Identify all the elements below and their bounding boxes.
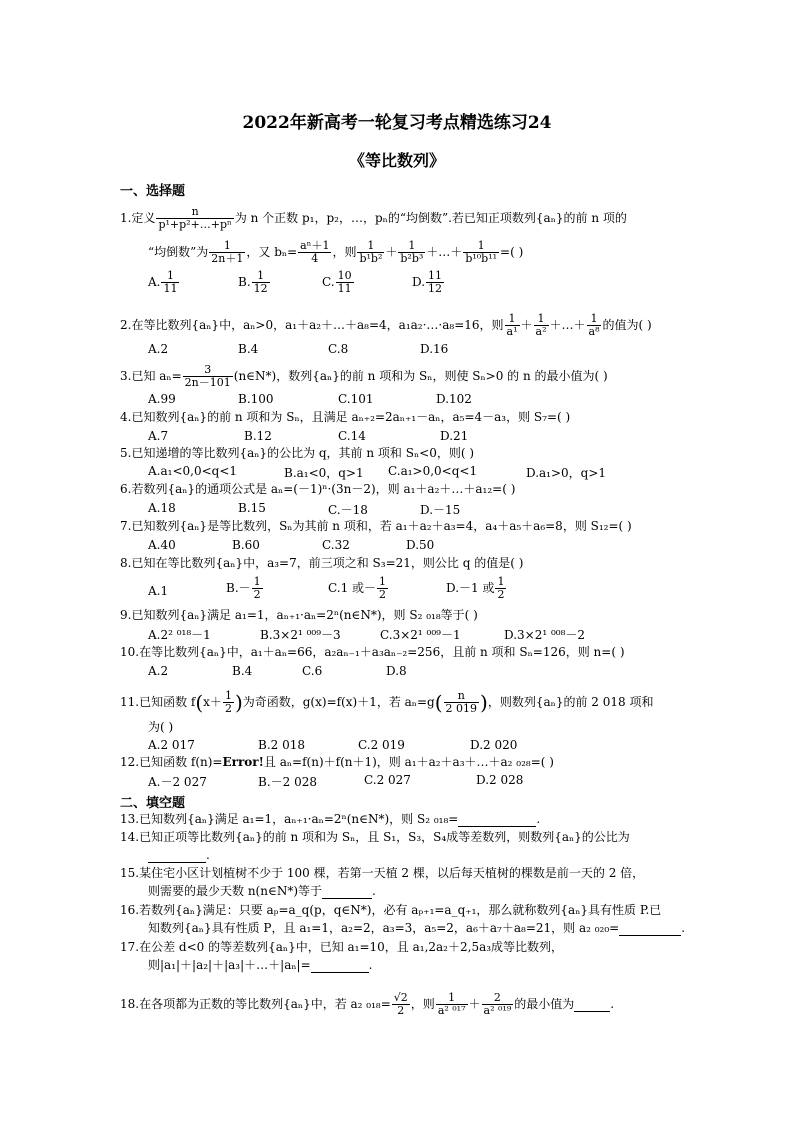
q8-stem: 8.已知在等比数列{aₙ}中，a₃=7，前三项之和 S₃=21，则公比 q 的值是( ) [120,556,524,570]
q16-line2: 知数列{aₙ}具有性质 P，且 a₁=1，a₂=2，a₃=3，a₅=2，a₆＋a₇＋a₈=21，则 a₂ ₀₂₀= . [148,921,686,935]
q11-option-a[interactable]: A.2 017 [148,738,195,752]
q3-stem: 3.已知 aₙ= $\frac{3}{2n-101}$ (n∈N*)，数列{aₙ}的前 n 项和为 Sₙ，则使 Sₙ>0 的 n 的最小值为( ) [120,363,608,389]
q4-option-c[interactable]: C.14 [338,429,366,443]
q3-option-a[interactable]: A.99 [148,392,176,406]
q13-stem: 13.已知数列{aₙ}满足 a₁=1，aₙ₊₁·aₙ=2ⁿ(n∈N*)，则 S₂ ₀₁₈= . [120,812,541,826]
q15-answer-blank[interactable] [322,884,372,899]
q14-answer-blank[interactable] [148,848,206,863]
q13-answer-blank[interactable] [458,812,536,827]
q18-stem: 18.在各项都为正数的等比数列{aₙ}中，若 a₂ ₀₁₈= $\frac{√2}{2}$ ，则 $\frac{1}{\text{a² ⁰¹⁷}}$ ＋ $\frac{2}{\text{a² ⁰¹⁹}}$ 的最小值为 . [120,991,615,1017]
q17-answer-blank[interactable] [311,958,369,973]
q10-stem: 10.在等比数列{aₙ}中，a₁＋aₙ=66，a₂aₙ₋₁＋a₃aₙ₋₂=256，且前 n 项和 Sₙ=126，则 n=( ) [120,645,625,659]
q11-option-c[interactable]: C.2 019 [358,738,405,752]
q6-option-c[interactable]: C.－18 [328,503,368,517]
q9-option-c[interactable]: C.3×2¹ ⁰⁰⁹－1 [380,628,461,642]
q17-line1: 17.在公差 d<0 的等差数列{aₙ}中，已知 a₁=10，且 a₁,2a₂＋2,5a₃成等比数列， [120,940,564,954]
q11-line2: 为( ) [148,720,174,734]
q11-option-b[interactable]: B.2 018 [258,738,305,752]
q1-option-a[interactable]: A. $\frac{1}{11}$ [148,269,178,295]
q5-stem: 5.已知递增的等比数列{aₙ}的公比为 q，其前 n 项和 Sₙ<0，则( ) [120,446,475,460]
q1-option-b[interactable]: B. $\frac{1}{12}$ [238,269,268,295]
section-choice: 一、选择题 [120,184,186,199]
q10-option-d[interactable]: D.8 [386,664,407,678]
q4-option-d[interactable]: D.21 [440,429,469,443]
q14-line1: 14.已知正项等比数列{aₙ}的前 n 项和为 Sₙ，且 S₁，S₃，S₄成等差数列，则数列{aₙ}的公比为 [120,830,630,844]
q3-option-c[interactable]: C.101 [338,392,374,406]
q12-option-c[interactable]: C.2 027 [364,773,411,787]
q10-option-b[interactable]: B.4 [232,664,253,678]
q5-option-a[interactable]: A.a₁<0,0<q<1 [148,464,238,478]
q6-stem: 6.若数列{aₙ}的通项公式是 aₙ=(－1)ⁿ·(3n－2)，则 a₁＋a₂＋…＋a₁₂=( ) [120,482,516,496]
q5-option-b[interactable]: B.a₁<0，q>1 [284,466,364,480]
q2-option-b[interactable]: B.4 [238,342,259,356]
q17-line2: 则|a₁|＋|a₂|＋|a₃|＋…＋|aₙ|= . [148,958,373,972]
q8-option-c[interactable]: C.1 或－ $\frac{1}{2}$ [328,575,387,601]
q3-option-d[interactable]: D.102 [436,392,472,406]
q12-option-a[interactable]: A.－2 027 [148,775,207,789]
q7-option-d[interactable]: D.50 [406,538,435,552]
q15-line1: 15.某住宅小区计划植树不少于 100 棵，若第一天植 2 棵，以后每天植树的棵数是前一天的 2 倍， [120,866,645,880]
q4-option-b[interactable]: B.12 [244,429,272,443]
q1-frac-def: $\frac{n}{\text{p¹+p²+…+pⁿ}}$ [158,205,232,231]
q18-answer-blank[interactable] [574,997,610,1012]
q1-option-d[interactable]: D. $\frac{11}{12}$ [412,269,443,295]
q8-option-a[interactable]: A.1 [148,584,169,598]
q7-option-b[interactable]: B.60 [232,538,260,552]
q9-option-a[interactable]: A.2² ⁰¹⁸－1 [148,628,211,642]
q6-option-a[interactable]: A.18 [148,501,176,515]
page-subtitle: 《等比数列》 [348,151,445,170]
q10-option-c[interactable]: C.6 [302,664,323,678]
q3-option-b[interactable]: B.100 [238,392,274,406]
q5-option-c[interactable]: C.a₁>0,0<q<1 [388,464,478,478]
q4-stem: 4.已知数列{aₙ}的前 n 项和为 Sₙ，且满足 aₙ₊₂=2aₙ₊₁－aₙ，a₅=4－a₃，则 S₇=( ) [120,410,571,424]
q2-stem: 2.在等比数列{aₙ}中，aₙ>0，a₁＋a₂＋…＋a₈=4，a₁a₂·…·a₈=16，则 $\frac{1}{\text{a¹}}$ ＋ $\frac{1}{\text{a²}}$ ＋…＋ $\frac{1}{\text{a⁸}}$ 的值为( ) [120,312,652,338]
q8-option-d[interactable]: D.－1 或 $\frac{1}{2}$ [446,575,505,601]
q11-option-d[interactable]: D.2 020 [470,738,518,752]
q7-option-a[interactable]: A.40 [148,538,176,552]
q5-option-d[interactable]: D.a₁>0，q>1 [526,466,607,480]
q6-option-b[interactable]: B.15 [238,501,266,515]
q12-option-d[interactable]: D.2 028 [476,773,524,787]
q8-option-b[interactable]: B.－ $\frac{1}{2}$ [226,575,261,601]
q9-option-b[interactable]: B.3×2¹ ⁰⁰⁹－3 [260,628,341,642]
q9-stem: 9.已知数列{aₙ}满足 a₁=1，aₙ₊₁·aₙ=2ⁿ(n∈N*)，则 S₂ ₀₁₈等于( ) [120,608,478,622]
q16-line1: 16.若数列{aₙ}满足：只要 aₚ=a_q(p，q∈N*)，必有 aₚ₊₁=a_q₊₁，那么就称数列{aₙ}具有性质 P.已 [120,903,662,917]
q7-option-c[interactable]: C.32 [322,538,350,552]
q6-option-d[interactable]: D.－15 [420,503,461,517]
q10-option-a[interactable]: A.2 [148,664,169,678]
q2-option-c[interactable]: C.8 [328,342,349,356]
section-fill: 二、填空题 [120,796,186,811]
q9-option-d[interactable]: D.3×2¹ ⁰⁰⁸－2 [504,628,586,642]
q16-answer-blank[interactable] [619,921,681,936]
q2-option-d[interactable]: D.16 [420,342,449,356]
q1-line1: 1.定义 $\frac{n}{\text{p¹+p²+…+pⁿ}}$ 为 n 个正数 p₁，p₂，…，pₙ的“均倒数”.若已知正项数列{aₙ}的前 n 项的 [120,205,627,231]
q12-stem: 12.已知函数 f(n)=Error!且 aₙ=f(n)＋f(n＋1)，则 a₁＋a₂＋a₃＋…＋a₂ ₀₂₈=( ) [120,755,554,769]
q7-stem: 7.已知数列{aₙ}是等比数列，Sₙ为其前 n 项和，若 a₁＋a₂＋a₃=4，a₄＋a₅＋a₆=8，则 S₁₂=( ) [120,519,632,533]
q12-option-b[interactable]: B.－2 028 [258,775,317,789]
q1-line2: “均倒数”为 $\frac{1}{2n+1}$ ，又 bₙ= $\frac{\text{aⁿ＋1}}{4}$ ，则 $\frac{1}{\text{b¹b²}}$ ＋ $\frac{1}{\text{b²b³}}$ ＋…＋ $\frac{1}{\text{b¹⁰b¹¹}}$ =( ) [148,239,524,265]
q14-line2: . [148,848,210,863]
q15-line2: 则需要的最少天数 n(n∈N*)等于 . [148,884,376,898]
q2-option-a[interactable]: A.2 [148,342,169,356]
q4-option-a[interactable]: A.7 [148,429,169,443]
page-title: 2022年新高考一轮复习考点精选练习24 [242,113,552,133]
q11-line1: 11.已知函数 f(x＋ $\frac{1}{2}$ )为奇函数，g(x)=f(x)＋1，若 aₙ=g( $\frac{n}{2 019}$ )，则数列{aₙ}的前 2 018 项和 [120,689,654,715]
q1-option-c[interactable]: C. $\frac{10}{11}$ [322,269,352,295]
